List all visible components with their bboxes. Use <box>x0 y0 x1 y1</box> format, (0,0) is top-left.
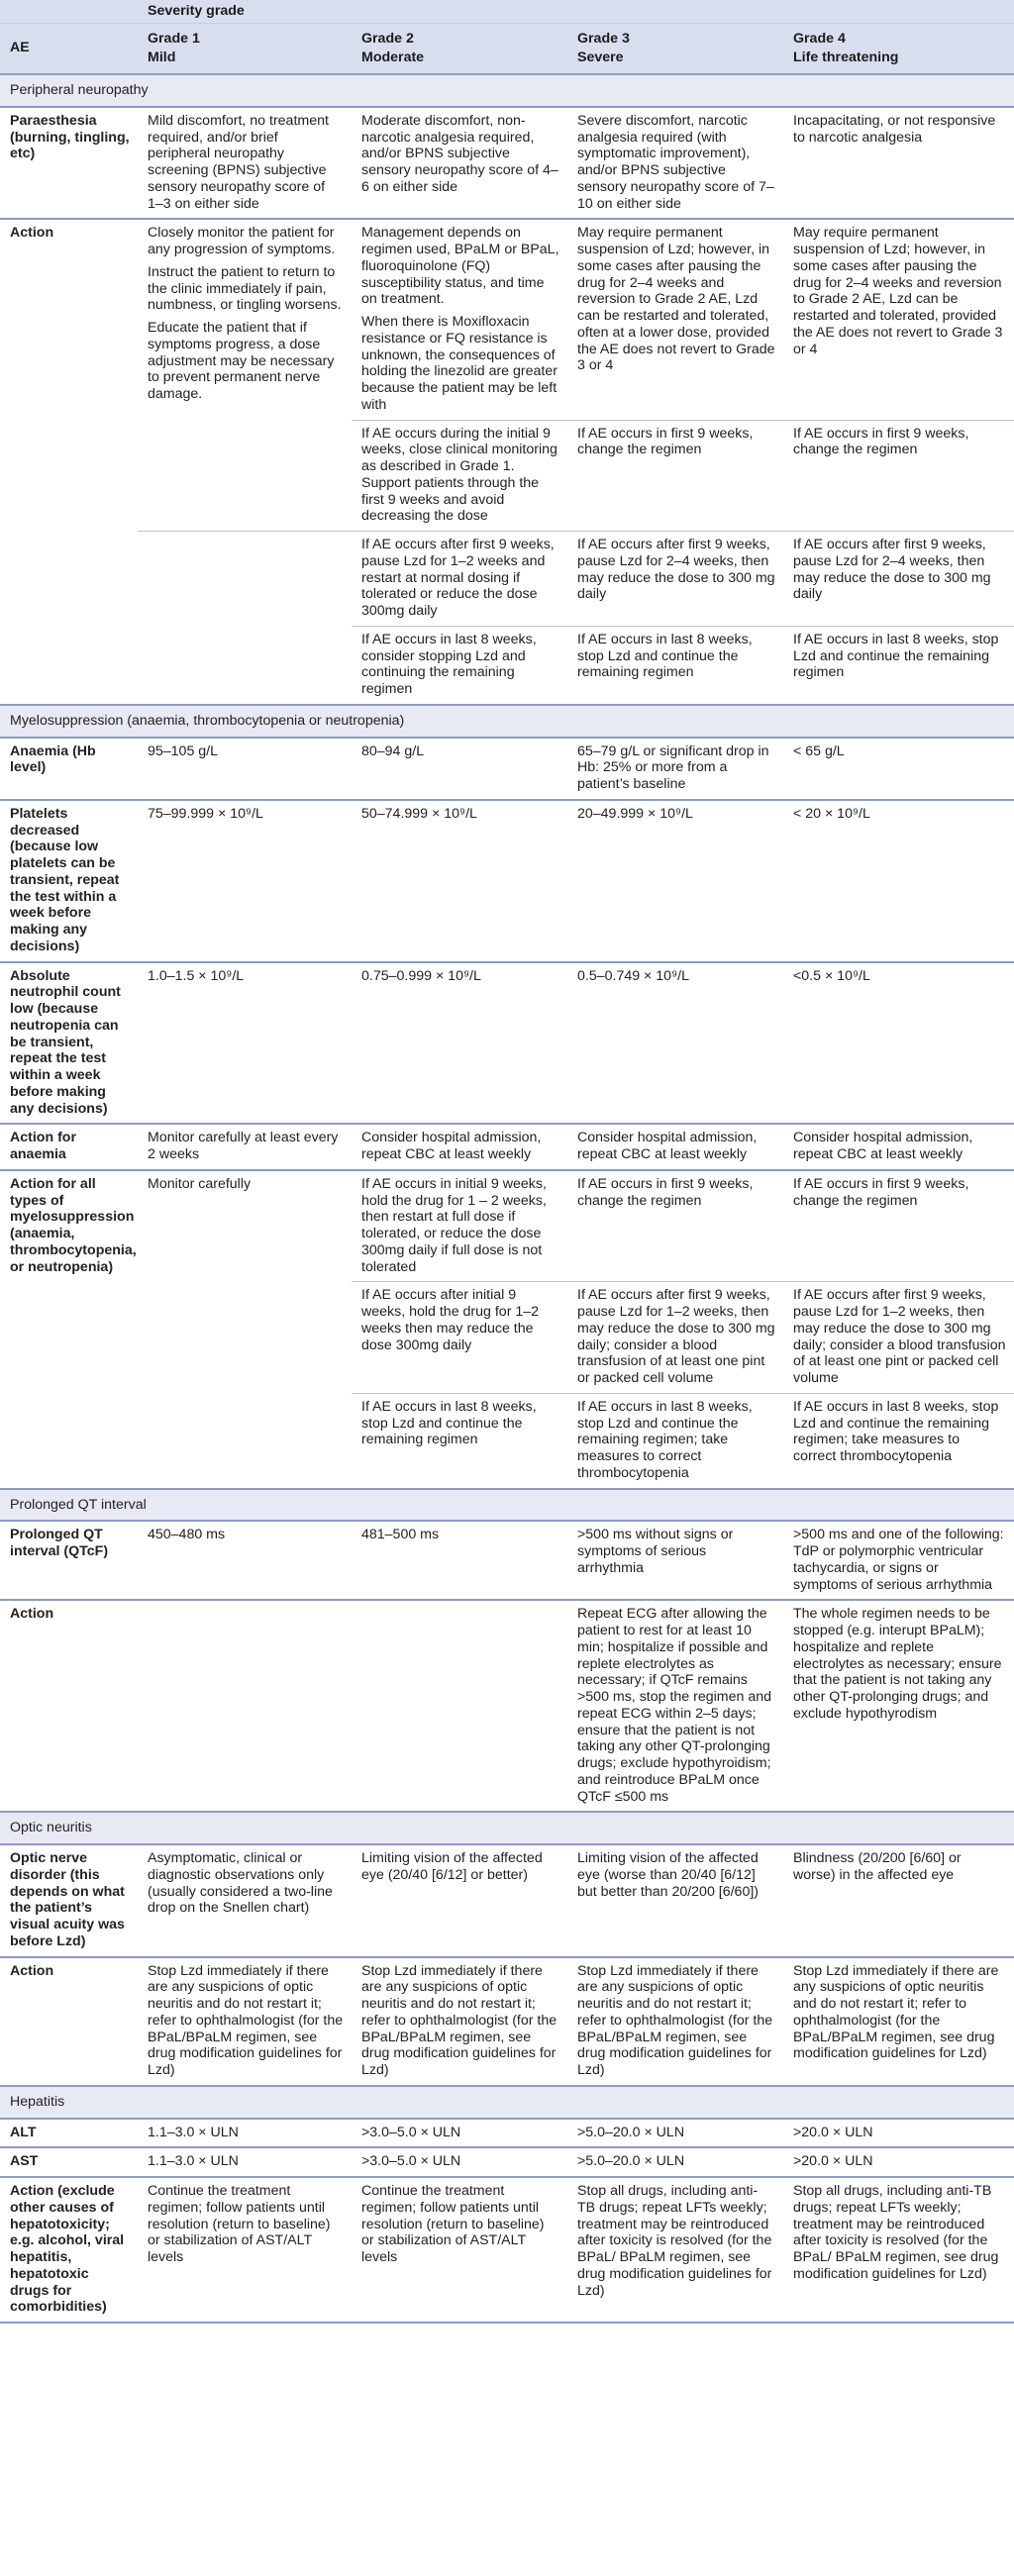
table-row <box>0 532 1014 627</box>
grade-4-title: Grade 4 <box>793 30 846 47</box>
row-label-paraesthesia: Paraesthesia (burning, tingling, etc) <box>0 107 138 220</box>
cell-grade-1: 1.1–3.0 × ULN <box>138 2147 352 2177</box>
cell-grade-4: The whole regimen needs to be stopped (e.g. interupt BPaLM); hospitalize and replete electrolytes as necessary; ensure that the patient is not taking any other QT-prolonging drugs; and exclude hypothyrodism <box>783 1600 1014 1812</box>
cell-grade-3: 65–79 g/L or significant drop in Hb: 25% or more from a patient’s baseline <box>567 738 783 800</box>
table-row <box>0 1521 1014 1600</box>
row-label-anaemia: Anaemia (Hb level) <box>0 738 138 800</box>
cell-grade-4: May require permanent suspension of Lzd; however, in some cases after pausing the drug for 2–4 weeks and reversion to Grade 2 AE, Lzd can be restarted and tolerated, provided the AE does not revert to Grade 3 or 4 <box>783 219 1014 420</box>
cell-grade-4: Incapacitating, or not responsive to narcotic analgesia <box>783 107 1014 220</box>
neuropathy-action-g2-p2: When there is Moxifloxacin resistance or FQ resistance is unknown, the consequences of holding the linezolid are greater because the patient may be left with <box>361 314 558 413</box>
table-row <box>0 1844 1014 1957</box>
grade-1-label: Mild <box>148 49 176 65</box>
cell-grade-4: >20.0 × ULN <box>783 2147 1014 2177</box>
section-row-hepatitis <box>0 2086 1014 2119</box>
cell-grade-4: Stop Lzd immediately if there are any suspicions of optic neuritis and do not restart it; refer to ophthalmologist (for the BPaL/BPaLM regimen, see drug modification guidelines for Lzd) <box>783 1957 1014 2086</box>
cell-grade-3: Stop all drugs, including anti-TB drugs; repeat LFTs weekly; treatment may be reintroduced after toxicity is resolved (for the BPaL/ BPaLM regimen, see drug modification guidelines for Lzd) <box>567 2177 783 2323</box>
cell-grade-4: Blindness (20/200 [6/60] or worse) in the affected eye <box>783 1844 1014 1957</box>
grade-2-heading <box>352 23 567 74</box>
section-title-myelosuppression: Myelosuppression (anaemia, thrombocytopenia or neutropenia) <box>0 705 1014 738</box>
cell-grade-3: Consider hospital admission, repeat CBC at least weekly <box>567 1124 783 1170</box>
cell-grade-2: If AE occurs after first 9 weeks, pause Lzd for 1–2 weeks and restart at normal dosing if tolerated or reduce the dose 300mg daily <box>352 532 567 627</box>
cell-grade-2: >3.0–5.0 × ULN <box>352 2147 567 2177</box>
cell-grade-3: 20–49.999 × 10⁹/L <box>567 800 783 962</box>
cell-grade-4: < 65 g/L <box>783 738 1014 800</box>
cell-grade-2: 481–500 ms <box>352 1521 567 1600</box>
grade-3-heading <box>567 23 783 74</box>
cell-grade-1: Monitor carefully <box>138 1170 352 1489</box>
section-title-neuropathy: Peripheral neuropathy <box>0 74 1014 107</box>
row-label-platelets: Platelets decreased (because low platelets can be transient, repeat the test within a week before making any decisions) <box>0 800 138 962</box>
cell-grade-1: 1.1–3.0 × ULN <box>138 2119 352 2148</box>
section-title-optic: Optic neuritis <box>0 1812 1014 1844</box>
row-label-hepatitis-action: Action (exclude other causes of hepatotoxicity; e.g. alcohol, viral hepatitis, hepatotoxic drugs for comorbidities) <box>0 2177 138 2323</box>
section-title-qt: Prolonged QT interval <box>0 1489 1014 1522</box>
cell-grade-2: Continue the treatment regimen; follow patients until resolution (return to baseline) or stabilization of AST/ALT levels <box>352 2177 567 2323</box>
row-label-optic-disorder: Optic nerve disorder (this depends on what the patient’s visual acuity was before Lzd) <box>0 1844 138 1957</box>
cell-grade-1: 1.0–1.5 × 10⁹/L <box>138 962 352 1125</box>
neuropathy-action-g1-p1: Closely monitor the patient for any progression of symptoms. <box>148 225 336 258</box>
cell-grade-4: < 20 × 10⁹/L <box>783 800 1014 962</box>
section-row-neuropathy <box>0 74 1014 107</box>
table-row <box>0 1957 1014 2086</box>
table-header <box>0 0 1014 74</box>
cell-empty <box>138 532 352 705</box>
table-row <box>0 1124 1014 1170</box>
row-label-ast: AST <box>0 2147 138 2177</box>
cell-grade-2: 50–74.999 × 10⁹/L <box>352 800 567 962</box>
cell-grade-1: 450–480 ms <box>138 1521 352 1600</box>
cell-grade-2: If AE occurs in last 8 weeks, consider stopping Lzd and continuing the remaining regimen <box>352 626 567 705</box>
cell-grade-4: If AE occurs in first 9 weeks, change the regimen <box>783 1170 1014 1282</box>
row-label-alt: ALT <box>0 2119 138 2148</box>
ae-column-heading: AE <box>0 23 138 74</box>
table-row <box>0 962 1014 1125</box>
table-row <box>0 800 1014 962</box>
table-row <box>0 1170 1014 1282</box>
cell-empty <box>0 532 138 705</box>
table-row <box>0 219 1014 420</box>
cell-grade-3: >500 ms without signs or symptoms of serious arrhythmia <box>567 1521 783 1600</box>
cell-grade-3: If AE occurs after first 9 weeks, pause Lzd for 2–4 weeks, then may reduce the dose to 300 mg daily <box>567 532 783 627</box>
cell-grade-2: If AE occurs in initial 9 weeks, hold the drug for 1 – 2 weeks, then restart at full dose if tolerated, or reduce the dose 300mg daily if full dose is not tolerated <box>352 1170 567 1282</box>
severity-grade-heading: Severity grade <box>138 0 1014 23</box>
cell-grade-2: 0.75–0.999 × 10⁹/L <box>352 962 567 1125</box>
cell-grade-2: Moderate discomfort, non-narcotic analgesia required, and/or BPNS subjective sensory neuropathy score of 4–6 on either side <box>352 107 567 220</box>
grade-1-heading <box>138 23 352 74</box>
cell-grade-2: If AE occurs after initial 9 weeks, hold the drug for 1–2 weeks then may reduce the dose 300mg daily <box>352 1282 567 1394</box>
neuropathy-action-g1-p2: Instruct the patient to return to the clinic immediately if pain, numbness, or tingling worsens. <box>148 263 342 314</box>
cell-grade-2: Consider hospital admission, repeat CBC at least weekly <box>352 1124 567 1170</box>
cell-grade-3: Severe discomfort, narcotic analgesia required (with symptomatic improvement), and/or BPNS subjective sensory neuropathy score of 7–10 on either side <box>567 107 783 220</box>
row-label-qtcf: Prolonged QT interval (QTcF) <box>0 1521 138 1600</box>
section-row-optic <box>0 1812 1014 1844</box>
cell-grade-2 <box>352 219 567 420</box>
table-row <box>0 107 1014 220</box>
cell-grade-3: Stop Lzd immediately if there are any suspicions of optic neuritis and do not restart it; refer to ophthalmologist (for the BPaL/BPaLM regimen, see drug modification guidelines for Lzd) <box>567 1957 783 2086</box>
neuropathy-action-g1-p3: Educate the patient that if symptoms progress, a dose adjustment may be necessary to prevent permanent nerve damage. <box>148 320 335 403</box>
cell-grade-3: Repeat ECG after allowing the patient to rest for at least 10 min; hospitalize if possible and replete electrolytes as necessary; if QTcF remains >500 ms, stop the regimen and repeat ECG within 2–5 days; ensure that the patient is not taking any other QT-prolonging drugs; exclude hypothyroidism; and reintroduce BPaLM once QTcF ≤500 ms <box>567 1600 783 1812</box>
cell-grade-2: If AE occurs during the initial 9 weeks, close clinical monitoring as described in Grade 1. Support patients through the first 9 weeks and avoid decreasing the dose <box>352 420 567 532</box>
row-label-anc: Absolute neutrophil count low (because neutropenia can be transient, repeat the test within a week before making any decisions) <box>0 962 138 1125</box>
section-row-qt <box>0 1489 1014 1522</box>
cell-grade-2: 80–94 g/L <box>352 738 567 800</box>
cell-grade-1: Stop Lzd immediately if there are any suspicions of optic neuritis and do not restart it; refer to ophthalmologist (for the BPaL/BPaLM regimen, see drug modification guidelines for Lzd) <box>138 1957 352 2086</box>
cell-grade-3: 0.5–0.749 × 10⁹/L <box>567 962 783 1125</box>
cell-grade-3: >5.0–20.0 × ULN <box>567 2147 783 2177</box>
cell-grade-1: 95–105 g/L <box>138 738 352 800</box>
grade-1-title: Grade 1 <box>148 30 200 47</box>
cell-grade-4: If AE occurs in first 9 weeks, change the regimen <box>783 420 1014 532</box>
cell-grade-4: If AE occurs in last 8 weeks, stop Lzd and continue the remaining regimen; take measures to correct thrombocytopenia <box>783 1393 1014 1488</box>
cell-empty <box>352 1600 567 1812</box>
cell-grade-2: Limiting vision of the affected eye (20/40 [6/12] or better) <box>352 1844 567 1957</box>
header-blank <box>0 0 138 23</box>
cell-grade-1: Monitor carefully at least every 2 weeks <box>138 1124 352 1170</box>
grade-4-label: Life threatening <box>793 49 899 65</box>
cell-grade-4: If AE occurs after first 9 weeks, pause Lzd for 1–2 weeks, then may reduce the dose to 300 mg daily; consider a blood transfusion of at least one pint or packed cell volume <box>783 1282 1014 1394</box>
cell-empty <box>138 1600 352 1812</box>
grade-4-heading <box>783 23 1014 74</box>
table-row <box>0 2177 1014 2323</box>
cell-grade-4: If AE occurs after first 9 weeks, pause Lzd for 2–4 weeks, then may reduce the dose to 300 mg daily <box>783 532 1014 627</box>
cell-grade-3: If AE occurs in last 8 weeks, stop Lzd and continue the remaining regimen; take measures to correct thrombocytopenia <box>567 1393 783 1488</box>
cell-grade-2: Stop Lzd immediately if there are any suspicions of optic neuritis and do not restart it; refer to ophthalmologist (for the BPaL/BPaLM regimen, see drug modification guidelines for Lzd) <box>352 1957 567 2086</box>
cell-grade-4: <0.5 × 10⁹/L <box>783 962 1014 1125</box>
cell-grade-1: Mild discomfort, no treatment required, and/or brief peripheral neuropathy screening (BPNS) subjective sensory neuropathy score of 1–3 on either side <box>138 107 352 220</box>
row-label-qt-action: Action <box>0 1600 138 1812</box>
cell-grade-4: >20.0 × ULN <box>783 2119 1014 2148</box>
grade-2-title: Grade 2 <box>361 30 414 47</box>
cell-grade-3: Limiting vision of the affected eye (worse than 20/40 [6/12] but better than 20/200 [6/60]) <box>567 1844 783 1957</box>
row-label-action-all-myelo: Action for all types of myelosuppression (anaemia, thrombocytopenia, or neutropenia) <box>0 1170 138 1489</box>
table-row <box>0 2119 1014 2148</box>
cell-grade-2: >3.0–5.0 × ULN <box>352 2119 567 2148</box>
grade-3-label: Severe <box>577 49 624 65</box>
grade-2-label: Moderate <box>361 49 425 65</box>
cell-grade-3: If AE occurs in last 8 weeks, stop Lzd and continue the remaining regimen <box>567 626 783 705</box>
cell-grade-3: If AE occurs in first 9 weeks, change the regimen <box>567 1170 783 1282</box>
cell-grade-1 <box>138 219 352 531</box>
neuropathy-action-g2-p1: Management depends on regimen used, BPaLM or BPaL, fluoroquinolone (FQ) susceptibility status, and time on treatment. <box>361 225 559 308</box>
cell-grade-2: If AE occurs in last 8 weeks, stop Lzd and continue the remaining regimen <box>352 1393 567 1488</box>
cell-grade-3: May require permanent suspension of Lzd; however, in some cases after pausing the drug for 2–4 weeks and reversion to Grade 2 AE, Lzd can be restarted and tolerated, often at a lower dose, provided the AE does not revert to Grade 3 or 4 <box>567 219 783 420</box>
row-label-neuropathy-action: Action <box>10 225 54 242</box>
cell-grade-3: >5.0–20.0 × ULN <box>567 2119 783 2148</box>
section-row-myelosuppression <box>0 705 1014 738</box>
cell-grade-1: 75–99.999 × 10⁹/L <box>138 800 352 962</box>
cell-grade-4: Stop all drugs, including anti-TB drugs; repeat LFTs weekly; treatment may be reintroduced after toxicity is resolved (for the BPaL/ BPaLM regimen, see drug modification guidelines for Lzd) <box>783 2177 1014 2323</box>
cell-grade-1: Asymptomatic, clinical or diagnostic observations only (usually considered a two-line drop on the Snellen chart) <box>138 1844 352 1957</box>
cell-grade-3: If AE occurs after first 9 weeks, pause Lzd for 1–2 weeks, then may reduce the dose to 300 mg daily; consider a blood transfusion of at least one pint or packed cell volume <box>567 1282 783 1394</box>
cell-grade-3: If AE occurs in first 9 weeks, change the regimen <box>567 420 783 532</box>
cell-grade-4: >500 ms and one of the following: TdP or polymorphic ventricular tachycardia, or signs or symptoms of serious arrhythmia <box>783 1521 1014 1600</box>
table-row <box>0 1600 1014 1812</box>
section-title-hepatitis: Hepatitis <box>0 2086 1014 2119</box>
cell-grade-4: If AE occurs in last 8 weeks, stop Lzd and continue the remaining regimen <box>783 626 1014 705</box>
row-label-optic-action: Action <box>0 1957 138 2086</box>
row-label-action-anaemia: Action for anaemia <box>0 1124 138 1170</box>
table-row <box>0 2147 1014 2177</box>
table-row <box>0 738 1014 800</box>
cell-grade-1: Continue the treatment regimen; follow patients until resolution (return to baseline) or stabilization of AST/ALT levels <box>138 2177 352 2323</box>
grade-3-title: Grade 3 <box>577 30 630 47</box>
cell-grade-4: Consider hospital admission, repeat CBC at least weekly <box>783 1124 1014 1170</box>
